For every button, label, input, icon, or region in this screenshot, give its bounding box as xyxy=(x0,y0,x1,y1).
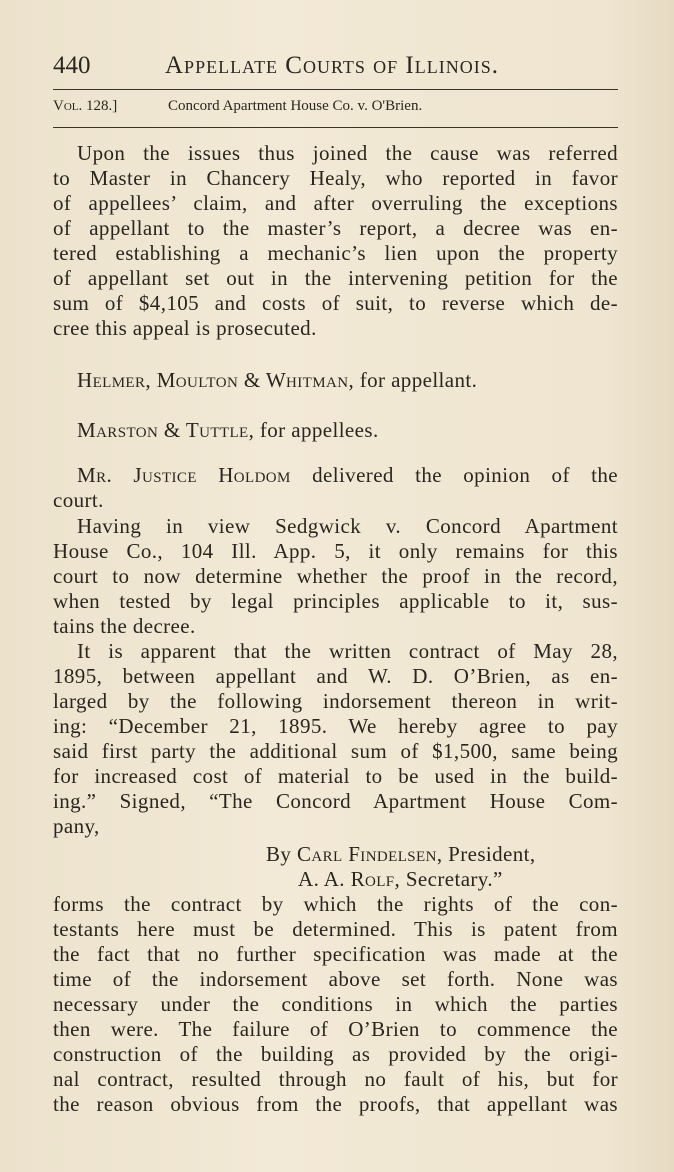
text-line: House Co., 104 Ill. App. 5, it only remains for this xyxy=(53,539,618,563)
text-line: cree this appeal is prosecuted. xyxy=(53,316,317,340)
president-title: President, xyxy=(448,842,536,866)
case-name: Concord Apartment House Co. v. O'Brien. xyxy=(168,98,423,114)
text-line: of appellant set out in the intervening petition for the xyxy=(53,266,618,290)
text-line: testants here must be determined. This is patent from xyxy=(53,917,618,941)
page-body xyxy=(53,141,618,1117)
paragraph-2 xyxy=(53,514,618,639)
text-line: Having in view Sedgwick v. Concord Apartment xyxy=(77,514,618,538)
counsel-names: Helmer, Moulton & Whitman, xyxy=(77,368,355,392)
text-line: of appellant to the master’s report, a decree was en- xyxy=(53,216,618,240)
text-line: when tested by legal principles applicable to it, sus- xyxy=(53,589,618,613)
page-number: 440 xyxy=(53,52,91,79)
text-line: forms the contract by which the rights of the con- xyxy=(53,892,618,916)
text-line: time of the indorsement above set forth. None was xyxy=(53,967,618,991)
text-line: for increased cost of material to be used in the build- xyxy=(53,764,618,788)
running-title: Appellate Courts of Illinois. xyxy=(165,52,499,79)
text-line: court. xyxy=(53,488,104,510)
counsel-role: for appellant. xyxy=(359,368,478,392)
signature-president xyxy=(53,842,618,867)
text-line: ing.” Signed, “The Concord Apartment House Com- xyxy=(53,789,618,813)
opinion-line xyxy=(53,463,618,510)
text-line: It is apparent that the written contract of May 28, xyxy=(77,639,618,663)
text-line: ing: “December 21, 1895. We hereby agree to pay xyxy=(53,714,618,738)
text-line: of appellees’ claim, and after overruling the exceptions xyxy=(53,191,618,215)
counsel-appellant xyxy=(53,368,618,393)
text-line: the reason obvious from the proofs, that appellant was xyxy=(53,1092,618,1116)
text-line: the fact that no further specification was made at the xyxy=(53,942,618,966)
text-line: 1895, between appellant and W. D. O’Brien, as en- xyxy=(53,664,618,688)
header-rule-top xyxy=(53,89,618,90)
counsel-role: for appellees. xyxy=(259,418,379,442)
paragraph-4 xyxy=(53,892,618,1117)
text-line: nal contract, resulted through no fault of his, but for xyxy=(53,1067,618,1091)
signature-secretary xyxy=(53,867,618,892)
paragraph-1 xyxy=(53,141,618,341)
text-line: necessary under the conditions in which the parties xyxy=(53,992,618,1016)
secretary-name: A. A. Rolf, xyxy=(298,867,401,891)
text-line: pany, xyxy=(53,814,100,838)
text-line: to Master in Chancery Healy, who reported in favor xyxy=(53,166,618,190)
secretary-title: Secretary.” xyxy=(405,867,503,891)
opinion-text: delivered the opinion of the xyxy=(312,463,618,487)
text-line: court to now determine whether the proof in the record, xyxy=(53,564,618,588)
signature-by: By xyxy=(266,842,292,866)
text-line: construction of the building as provided by the origi- xyxy=(53,1042,618,1066)
header-rule-bottom xyxy=(53,127,618,128)
text-line xyxy=(53,463,618,488)
president-name: Carl Findelsen, xyxy=(296,842,443,866)
text-line: Upon the issues thus joined the cause was referred xyxy=(77,141,618,165)
counsel-appellees xyxy=(53,418,618,443)
judge-name: Mr. Justice Holdom xyxy=(77,463,291,487)
counsel-names: Marston & Tuttle, xyxy=(77,418,255,442)
text-line: said first party the additional sum of $1,500, same being xyxy=(53,739,618,763)
volume-label: Vol. 128.] xyxy=(53,98,118,114)
paragraph-3 xyxy=(53,639,618,839)
signature-block xyxy=(53,842,618,892)
text-line: tains the decree. xyxy=(53,614,196,638)
text-line: sum of $4,105 and costs of suit, to reverse which de- xyxy=(53,291,618,315)
text-line: tered establishing a mechanic’s lien upon the property xyxy=(53,241,618,265)
text-line: larged by the following indorsement thereon in writ- xyxy=(53,689,618,713)
text-line: then were. The failure of O’Brien to commence the xyxy=(53,1017,618,1041)
